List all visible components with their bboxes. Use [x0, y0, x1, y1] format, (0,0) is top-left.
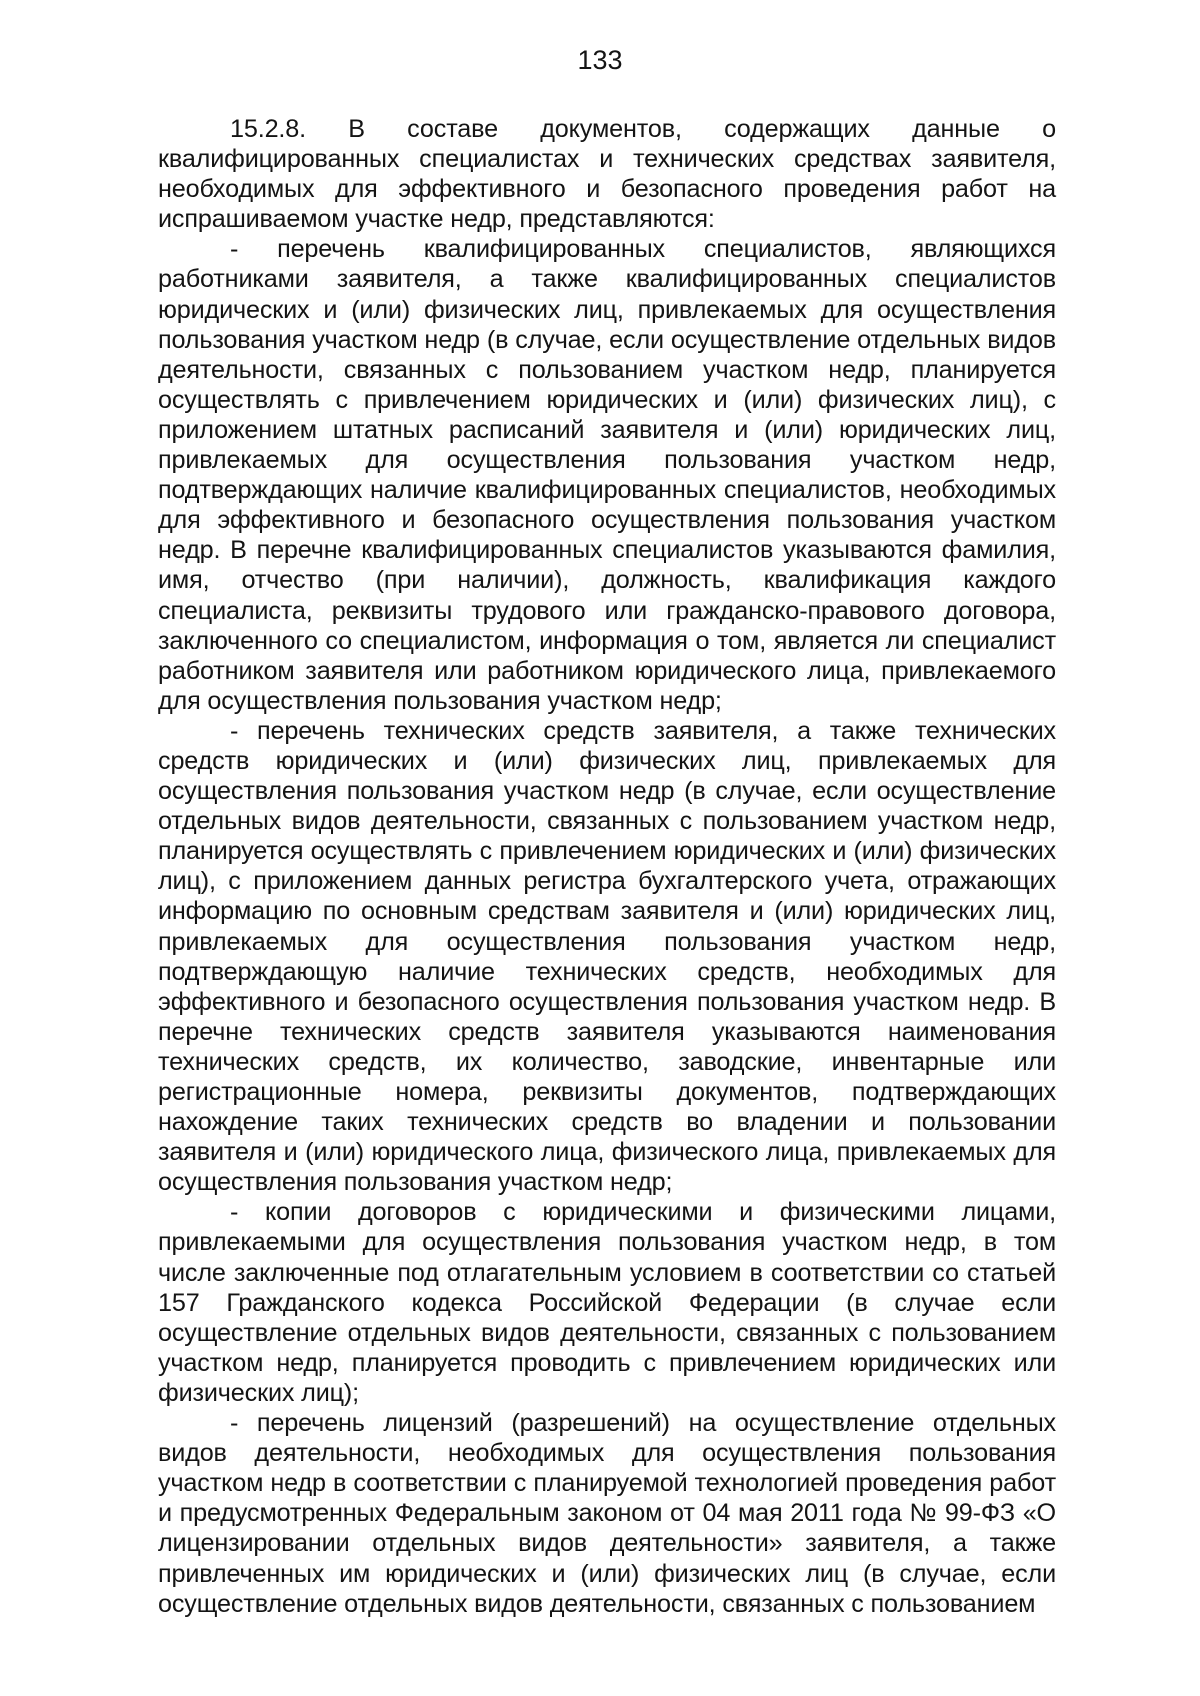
document-body [158, 114, 1056, 1619]
paragraph-specialists-list: - перечень квалифицированных специалистов, являющихся работниками заявителя, а также квалифицированных специалистов юридических и (или) физических лиц, привлекаемых для осуществления пользования участком недр (в случае, если осуществление отдельных видов деятельности, связанных с пользованием участком недр, планируется осуществлять с привлечением юридических и (или) физических лиц), с приложением штатных расписаний заявителя и (или) юридических лиц, привлекаемых для осуществления пользования участком недр, подтверждающих наличие квалифицированных специалистов, необходимых для эффективного и безопасного осуществления пользования участком недр. В перечне квалифицированных специалистов указываются фамилия, имя, отчество (при наличии), должность, квалификация каждого специалиста, реквизиты трудового или гражданско-правового договора, заключенного со специалистом, информация о том, является ли специалист работником заявителя или работником юридического лица, привлекаемого для осуществления пользования участком недр; [158, 235, 1056, 715]
paragraph-15-2-8: 15.2.8. В составе документов, содержащих данные о квалифицированных специалистах и технических средствах заявителя, необходимых для эффективного и безопасного проведения работ на испрашиваемом участке недр, представляются: [158, 115, 1056, 234]
page-number: 133 [577, 45, 623, 75]
paragraph-technical-means-list: - перечень технических средств заявителя, а также технических средств юридических и (или) физических лиц, привлекаемых для осуществления пользования участком недр (в случае, если осуществление отдельных видов деятельности, связанных с пользованием участком недр, планируется осуществлять с привлечением юридических и (или) физических лиц), с приложением данных регистра бухгалтерского учета, отражающих информацию по основным средствам заявителя и (или) юридических лиц, привлекаемых для осуществления пользования участком недр, подтверждающую наличие технических средств, необходимых для эффективного и безопасного осуществления пользования участком недр. В перечне технических средств заявителя указываются наименования технических средств, их количество, заводские, инвентарные или регистрационные номера, реквизиты документов, подтверждающих нахождение таких технических средств во владении и пользовании заявителя и (или) юридического лица, физического лица, привлекаемых для осуществления пользования участком недр; [158, 716, 1056, 1197]
paragraph-licenses-list: - перечень лицензий (разрешений) на осуществление отдельных видов деятельности, необходимых для осуществления пользования участком недр в соответствии с планируемой технологией проведения работ и предусмотренных Федеральным законом от 04 мая 2011 года № 99-ФЗ «О лицензировании отдельных видов деятельности» заявителя, а также привлеченных им юридических и (или) физических лиц (в случае, если осуществление отдельных видов деятельности, связанных с пользованием [158, 1409, 1056, 1618]
paragraph-contract-copies: - копии договоров с юридическими и физическими лицами, привлекаемыми для осуществления пользования участком недр, в том числе заключенные под отлагательным условием в соответствии со статьей 157 Гражданского кодекса Российской Федерации (в случае если осуществление отдельных видов деятельности, связанных с пользованием участком недр, планируется проводить с привлечением юридических или физических лиц); [158, 1198, 1056, 1407]
